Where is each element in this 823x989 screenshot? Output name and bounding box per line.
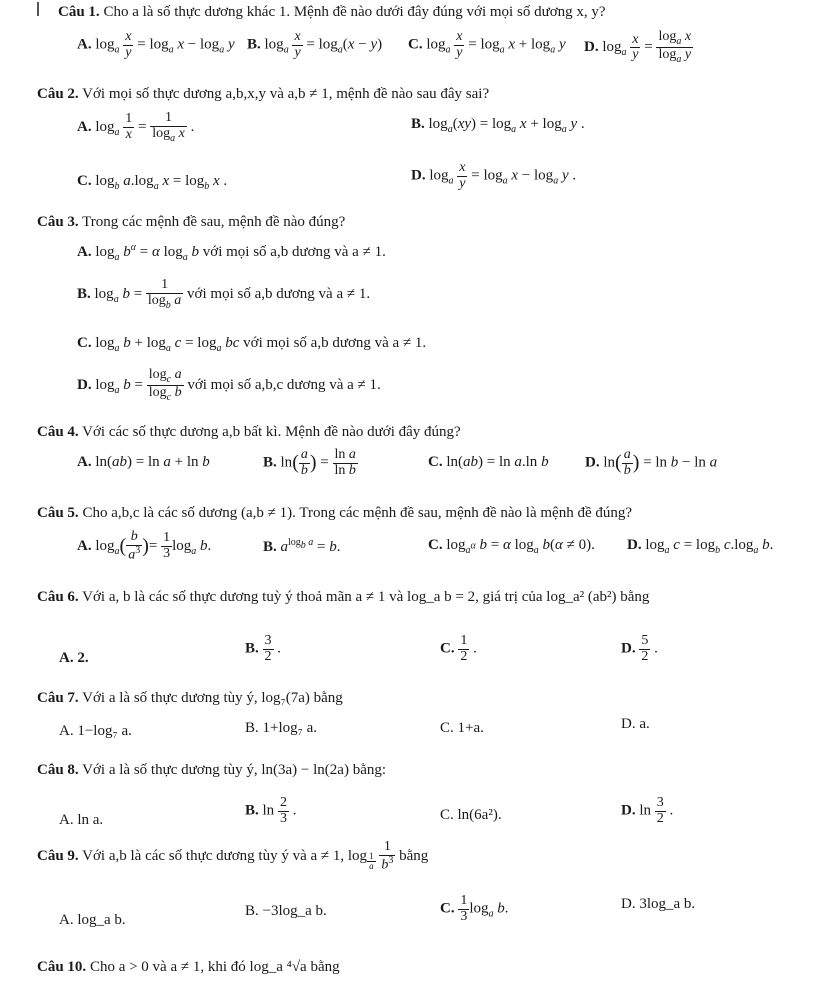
q5-option-d-label: D. [627,537,642,553]
q7-option-a-text: A. 1−log₇ a. [59,723,132,739]
q3-option-d-label: D. [77,377,92,394]
q1-option-c[interactable]: C. $\log_a$ $\frac{x}{y}$ = $\log_a x + \log_a y$ [408,29,566,60]
q8-option-b-label: B. [245,802,259,819]
q1-option-c-label: C. [408,36,423,53]
question-10 [37,959,340,976]
question-9-label: Câu 9. [37,847,79,864]
q6-option-a[interactable] [59,650,89,667]
q3-option-a[interactable]: A. $\log_a b^\alpha = \alpha$ $\log_a b$ với mọi số a,b dương và a ≠ 1. [77,242,386,263]
q9-option-c[interactable]: C. $\frac{1}{3}$ $\log_a b$. [440,893,509,924]
q6-option-b-label: B. [245,640,259,657]
question-5-text: Cho a,b,c là các số dương (a,b ≠ 1). Trong các mệnh đề sau, mệnh đề nào là mệnh đề đúng? [82,505,633,521]
q4-option-a-label: A. [77,454,92,470]
q8-option-d-label: D. [621,802,636,819]
q4-option-a[interactable]: A. ln(ab) = ln a + ln b [77,454,210,470]
q7-option-c-text: C. 1+a. [440,720,484,736]
q4-option-d[interactable]: D. ln( $\frac{a}{b}$ ) = ln b − ln a [585,447,718,478]
q3-option-a-tail: với mọi số a,b dương và a ≠ 1. [202,244,386,260]
q4-option-c-label: C. [428,454,443,470]
page-corner-mark [37,2,39,16]
q8-option-a[interactable] [59,812,103,829]
question-9: Câu 9. Với a,b là các số thực dương tùy ý và a ≠ 1, log $_{\frac{1}{a}}$ $\frac{1}{b^3}$ bằng [37,839,429,873]
question-3 [37,214,345,231]
q7-option-c[interactable] [440,720,484,737]
q2-option-c[interactable]: C. $\log_b a.\log_a$ $x = \log_b x$ . [77,173,228,192]
q3-option-c-label: C. [77,335,92,351]
question-7-text: Với a là số thực dương tùy ý, log₇(7a) bằng [82,690,343,706]
q3-option-c[interactable]: C. $\log_a b + \log_a c = \log_a$ bc với mọi số a,b dương và a ≠ 1. [77,335,427,354]
question-5-label: Câu 5. [37,505,79,521]
q5-option-b[interactable]: B. $a^{log_b a} = b$. [263,537,341,555]
q1-option-b-label: B. [247,36,261,53]
q4-option-c[interactable]: C. ln(ab) = ln a.ln b [428,454,549,470]
q8-option-c-text: C. ln(6a²). [440,807,502,823]
q5-option-a[interactable]: A. $\log_a$( $\frac{b}{a^3}$ )= $\frac{1}{3}$ $\log_a b$. [77,529,212,563]
q1-option-b[interactable]: B. $\log_a$ $\frac{x}{y}$ = $\log_a(x - y)$ [247,29,383,60]
q4-option-b-label: B. [263,454,277,471]
question-8-label: Câu 8. [37,762,79,778]
q5-option-c-label: C. [428,537,443,553]
q1-option-d-label: D. [584,39,599,56]
question-2 [37,86,489,103]
question-4-text: Với các số thực dương a,b bất kì. Mệnh đề nào dưới đây đúng? [82,424,461,440]
q3-option-b-label: B. [77,285,91,302]
q8-option-b[interactable]: B. ln $\frac{2}{3}$ . [245,795,297,826]
question-2-text: Với mọi số thực dương a,b,x,y và a,b ≠ 1, mệnh đề nào sau đây sai? [82,86,490,102]
q3-option-b-tail: với mọi số a,b dương và a ≠ 1. [187,285,371,302]
question-8-text: Với a là số thực dương tùy ý, ln(3a) − ln(2a) bằng: [82,762,387,778]
question-3-label: Câu 3. [37,214,79,230]
q9-option-b-text: B. −3log_a b. [245,903,327,919]
question-7-label: Câu 7. [37,690,79,706]
question-7 [37,690,343,707]
q7-option-a[interactable] [59,723,132,740]
question-5 [37,505,632,522]
q2-option-a-label: A. [77,118,92,135]
question-4-label: Câu 4. [37,424,79,440]
q2-option-b-label: B. [411,116,425,132]
q3-option-d[interactable]: D. $\log_a b$ = $\frac{\log_c a}{\log_c b}$ với mọi số a,b,c dương và a ≠ 1. [77,367,381,404]
question-1-label: Câu 1. [58,4,100,20]
q7-option-b-text: B. 1+log₇ a. [245,720,318,736]
question-8 [37,762,386,779]
question-9-text: Với a,b là các số thực dương tùy ý và a ≠ 1, [82,847,345,864]
q8-option-d[interactable]: D. ln $\frac{3}{2}$ . [621,795,674,826]
q9-option-d[interactable] [621,896,695,913]
q5-option-b-label: B. [263,539,277,555]
q9-option-b[interactable] [245,903,327,920]
q9-option-c-label: C. [440,900,455,917]
q3-option-d-tail: với mọi số a,b,c dương và a ≠ 1. [187,377,381,394]
q3-option-a-label: A. [77,244,92,260]
question-2-label: Câu 2. [37,86,79,102]
q2-option-a[interactable]: A. $\log_a$ $\frac{1}{x}$ = $\frac{1}{\log_a x}$ . [77,110,195,144]
q7-option-d-text: D. a. [621,716,650,732]
q8-option-c[interactable] [440,807,502,824]
question-3-text: Trong các mệnh đề sau, mệnh đề nào đúng? [82,214,346,230]
q6-option-a-label: A. 2. [59,650,89,666]
question-4 [37,424,461,441]
q6-option-c[interactable]: C. $\frac{1}{2}$ . [440,633,477,664]
q6-option-d-label: D. [621,640,636,657]
q9-option-d-text: D. 3log_a b. [621,896,696,912]
q2-option-d[interactable]: D. $\log_a$ $\frac{x}{y}$ = $\log_a x - \log_a y$ . [411,160,577,191]
question-6-text: Với a, b là các số thực dương tuỳ ý thoả mãn a ≠ 1 và log_a b = 2, giá trị của log_a² (ab²) bằng [82,589,650,605]
q1-option-a[interactable]: A. $\log_a$ $\frac{x}{y}$ = $\log_a x - \log_a y$ [77,29,235,60]
q5-option-a-label: A. [77,537,92,554]
q8-option-a-text: A. ln a. [59,812,104,828]
q4-option-d-label: D. [585,454,600,471]
question-6-label: Câu 6. [37,589,79,605]
q3-option-c-tail: với mọi số a,b dương và a ≠ 1. [243,335,427,351]
q6-option-d[interactable]: D. $\frac{5}{2}$ . [621,633,658,664]
q6-option-c-label: C. [440,640,455,657]
question-1 [58,4,606,21]
question-10-text: Cho a > 0 và a ≠ 1, khi đó log_a ⁴√a bằng [89,959,340,975]
question-10-label: Câu 10. [37,959,87,975]
question-1-text: Cho a là số thực dương khác 1. Mệnh đề nào dưới đây đúng với mọi số dương x, y? [103,4,606,20]
q2-option-c-label: C. [77,173,92,189]
q3-option-b[interactable]: B. $\log_a b$ = $\frac{1}{\log_b a}$ với mọi số a,b dương và a ≠ 1. [77,277,371,311]
q4-option-b[interactable]: B. ln( $\frac{a}{b}$ ) = $\frac{\text{ln a}}{\text{ln b}}$ [263,447,356,478]
q7-option-b[interactable] [245,720,317,737]
q2-option-b[interactable]: B. $\log_a(xy) = \log_a x + \log_a y$ . [411,116,585,135]
question-9-tail: bằng [399,847,429,864]
q9-option-a-text: A. log_a b. [59,912,126,928]
q7-option-d[interactable] [621,716,650,733]
q2-option-d-label: D. [411,167,426,184]
question-6 [37,589,649,606]
q9-option-a[interactable] [59,912,126,929]
q5-option-d[interactable]: D. $\log_a c = \log_b c.\log_a$ b. [627,537,774,556]
q5-option-c[interactable]: C. $\log_{a^\alpha} b = \alpha$ $\log_a b(\alpha \ne 0)$. [428,537,595,556]
q1-option-a-label: A. [77,36,92,53]
q1-option-d[interactable]: D. $\log_a$ $\frac{x}{y}$ = $\frac{\log_a x}{\log_a y}$ [584,29,692,66]
q6-option-b[interactable]: B. $\frac{3}{2}$ . [245,633,282,664]
